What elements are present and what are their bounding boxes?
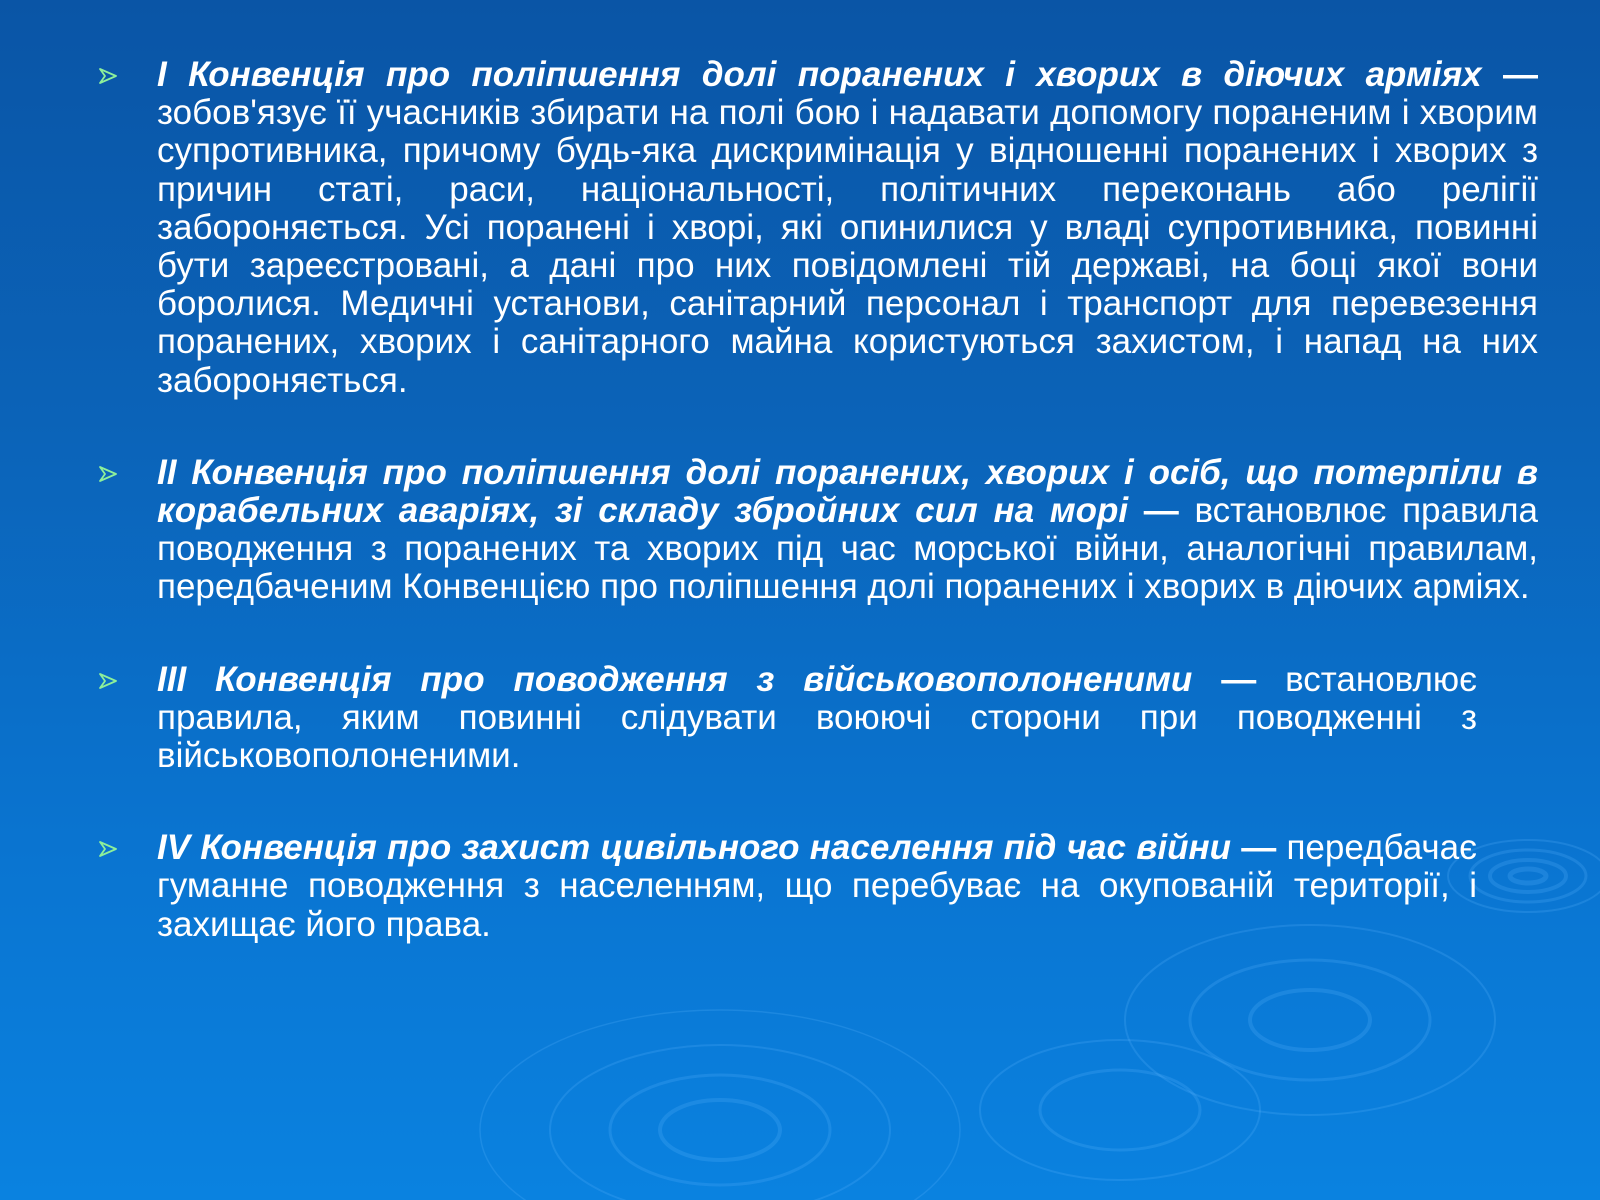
arrowhead-bullet-icon [98,466,118,482]
convention-title: I Конвенція про поліпшення долі поранених і хворих в діючих арміях [157,55,1482,94]
convention-description: встановлює правила, яким повинні слідувати воюючі сторони при поводженні з військовополоненими. [157,659,1477,776]
em-dash: — [1241,828,1277,868]
em-dash: — [1143,491,1179,531]
arrowhead-bullet-icon [98,841,118,857]
list-item-convention-4 [98,829,1477,944]
convention-description: встановлює правила поводження з поранених та хворих під час морської війни, аналогічні правилам, передбаченим Конвенцією про поліпшення долі поранених і хворих в діючих арміях. [157,491,1538,607]
em-dash: — [1503,55,1538,94]
convention-title: IV Конвенція про захист цивільного населення під час війни [157,828,1231,868]
list-item-convention-2 [98,454,1538,607]
convention-title: III Конвенція про поводження з військовополоненими [157,659,1193,699]
convention-description: передбачає гуманне поводження з населенням, що перебуває на окупованій території, і захищає його права. [157,828,1477,944]
em-dash: — [1221,659,1257,699]
list-item-convention-1 [98,56,1538,400]
convention-description: зобов'язує її учасників збирати на полі бою і надавати допомогу пораненим і хворим супротивника, причому будь-яка дискримінація у відношенні поранених і хворих з причин статі, раси, національності, політичних переконань або релігії забороняється. Усі поранені і хворі, які опинилися у владі супротивника, повинні бути зареєстровані, а дані про них повідомлені тій державі, на боці якої вони боролися. Медичні установи, санітарний персонал і транспорт для перевезення поранених, хворих і санітарного майна користуються захистом, і напад на них забороняється. [157,93,1538,400]
bullet-list [98,56,1538,944]
convention-title: II Конвенція про поліпшення долі поранених, хворих і осіб, що потерпіли в корабельних аваріях, зі складу збройних сил на морі [157,452,1538,531]
list-item-convention-3 [98,661,1477,776]
arrowhead-bullet-icon [98,673,118,689]
arrowhead-bullet-icon [98,68,118,84]
